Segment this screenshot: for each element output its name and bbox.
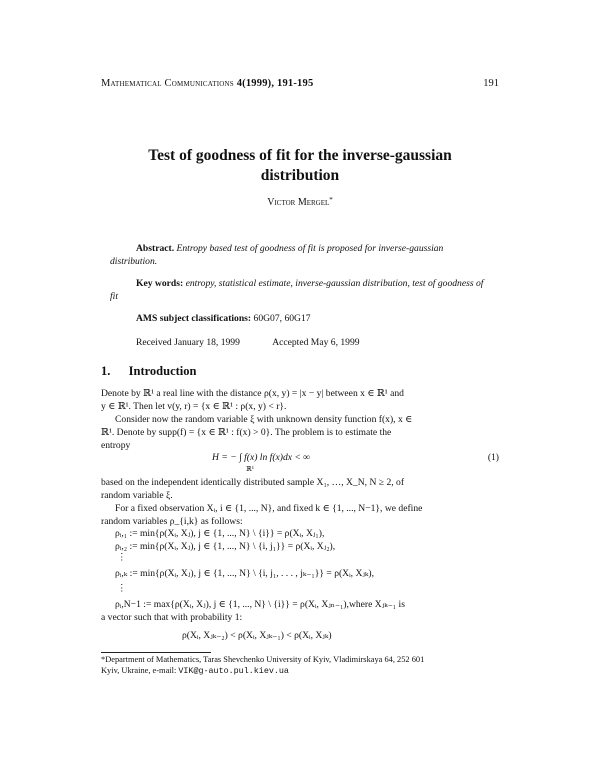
keywords [110, 277, 490, 303]
integral-domain: ℝ¹ [246, 465, 254, 473]
author: Victor Mergel* [267, 196, 333, 208]
paper-title [100, 146, 500, 186]
journal-name: Mathematical Communications [101, 78, 234, 89]
accepted-date: Accepted May 6, 1999 [272, 337, 360, 348]
running-header [101, 78, 501, 89]
footnote [101, 655, 501, 676]
vertical-dots: ⋮ [117, 583, 127, 594]
definition-line: ρᵢ,N−1 := max{ρ(Xᵢ, Xⱼ), j ∈ {1, ..., N} \ {i}} = ρ(Xᵢ, Xⱼₙ₋₁),where Xⱼₖ₋₁ is [115, 599, 405, 610]
footnote-rule [101, 652, 211, 653]
section-number: 1. [101, 364, 111, 378]
author-name: Victor Mergel [267, 197, 330, 208]
ams-classification [110, 312, 490, 325]
text-line: entropy [101, 440, 131, 451]
text-line: random variable ξ. [101, 490, 173, 501]
footnote-line-1: *Department of Mathematics, Taras Shevchenko University of Kyiv, Vladimirskaya 64, 252 601 [101, 655, 425, 664]
section-title: Introduction [128, 364, 197, 378]
title-line-1: Test of goodness of fit for the inverse-gaussian [148, 147, 452, 164]
equation-1 [212, 452, 310, 463]
text-line: random variables ρ_{i,k} as follows: [101, 516, 243, 527]
text-line: y ∈ ℝ¹. Then let v(y, r) = {x ∈ ℝ¹ : ρ(x, y) < r}. [101, 401, 287, 412]
abstract-label: Abstract. [136, 243, 175, 254]
abstract [110, 242, 490, 268]
dates [110, 336, 490, 349]
definition-line: ρᵢ,₂ := min{ρ(Xᵢ, Xⱼ), j ∈ {1, ..., N} \ {i, j₁}} = ρ(Xᵢ, Xⱼ₂), [115, 541, 336, 552]
footnote-line-2 [101, 666, 501, 677]
vertical-dots: ⋮ [117, 552, 127, 563]
equation-1-body: H = − ∫ f(x) ln f(x)dx < ∞ [212, 452, 311, 463]
ams-text: 60G07, 60G17 [253, 313, 311, 324]
received-date: Received January 18, 1999 [136, 337, 240, 348]
text-line: based on the independent identically distributed sample X₁, …, X_N, N ≥ 2, of [101, 477, 405, 488]
text-line: Denote by ℝ¹ a real line with the distance ρ(x, y) = |x − y| between x ∈ ℝ¹ and [101, 388, 404, 399]
section-heading [101, 364, 196, 379]
keywords-text: entropy, statistical estimate, inverse-gaussian distribution, test of goodness of fit [110, 278, 484, 302]
text-line: ℝ¹. Denote by supp(f) = {x ∈ ℝ¹ : f(x) > 0}. The problem is to estimate the [101, 427, 392, 438]
keywords-label: Key words: [136, 278, 184, 289]
text-line: Consider now the random variable ξ with unknown density function f(x), x ∈ [115, 414, 413, 425]
text-line: a vector such that with probability 1: [101, 612, 243, 623]
abstract-text: Entropy based test of goodness of fit is proposed for inverse-gaussian distribution. [110, 243, 444, 267]
volume-issue: 4(1999), 191-195 [236, 78, 314, 89]
footnote-prefix: Kyiv, Ukraine, e-mail: [101, 665, 177, 675]
equation-1-number: (1) [487, 452, 499, 463]
equation-2: ρ(Xᵢ, Xⱼₖ₋₂) < ρ(Xᵢ, Xⱼₖ₋₁) < ρ(Xᵢ, Xⱼₖ) [182, 630, 332, 641]
definition-line: ρᵢ,ₖ := min{ρ(Xᵢ, Xⱼ), j ∈ {1, ..., N} \ {i, j₁, . . . , jₖ₋₁}} = ρ(Xᵢ, Xⱼₖ), [115, 568, 375, 579]
text-line: For a fixed observation Xᵢ, i ∈ {1, ..., N}, and fixed k ∈ {1, ..., N−1}, we define [115, 503, 423, 514]
ams-label: AMS subject classifications: [136, 313, 252, 324]
definition-line: ρᵢ,₁ := min{ρ(Xᵢ, Xⱼ), j ∈ {1, ..., N} \ {i}} = ρ(Xᵢ, Xⱼ₁), [115, 528, 325, 539]
page-number: 191 [483, 78, 499, 89]
title-line-2: distribution [260, 167, 340, 184]
email-link[interactable]: VIK@g-auto.pul.kiev.ua [178, 665, 289, 676]
